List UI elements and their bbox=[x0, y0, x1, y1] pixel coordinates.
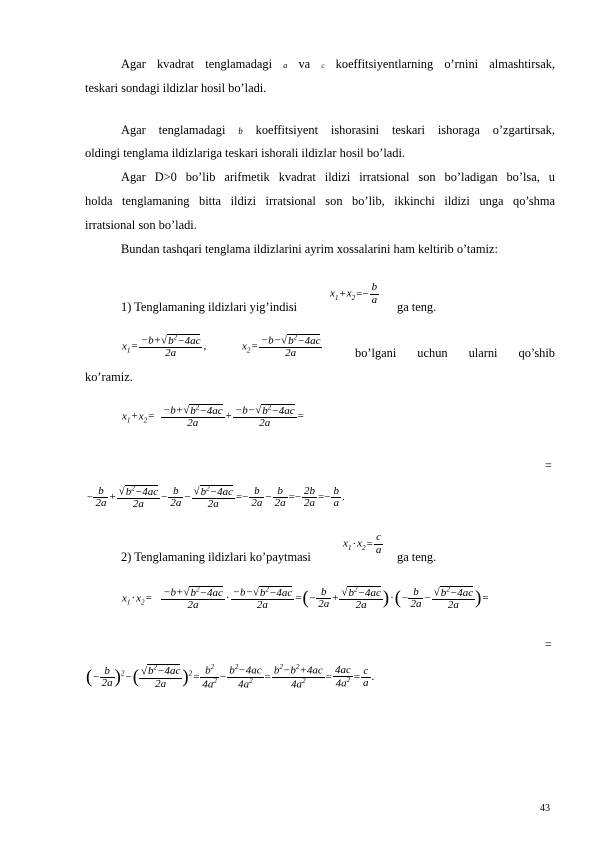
paragraph-3-line-1: Agar D>0 bo’lib arifmetik kvadrat ildizi irratsional son bo’ladigan bo’lsa, u bbox=[121, 170, 555, 184]
sum-of-roots-formula: $x_1+x_2=-$ $\frac{b}{a}$ bbox=[330, 281, 378, 306]
sum-derivation-line-1: $x_1+x_2=$ $\frac{-b+√b^2-4ac}{2a}$ + $\frac{-b-√b^2-4ac}{2a}$ = bbox=[122, 403, 304, 430]
text-span: va bbox=[298, 57, 311, 71]
paragraph-1-line-2: teskari sondagi ildizlar hosil bo’ladi. bbox=[85, 81, 267, 95]
item-1-text: 1) Tenglamaning ildizlari yig’indisi bbox=[121, 300, 298, 314]
text-span: Agar kvadrat tenglamadagi bbox=[121, 57, 273, 71]
text-span: koeffitsiyent ishorasini teskari ishoraga o’zgartirsak, bbox=[255, 123, 555, 137]
item-2-text: 2) Tenglamaning ildizlari ko’paytmasi bbox=[121, 550, 311, 564]
paragraph-2-line-1 bbox=[121, 121, 555, 140]
variable-c: c bbox=[321, 62, 325, 70]
text-span: koeffitsiyentlarning o’rnini almashtirsak, bbox=[335, 57, 555, 71]
roots-suffix: bo’lgani uchun ularni qo’shib bbox=[355, 346, 555, 360]
product-of-roots-formula: $x_1\cdot x_2=$ $\frac{c}{a}$ bbox=[343, 531, 382, 556]
paragraph-4-line-1: Bundan tashqari tenglama ildizlarini ayrim xossalarini ham keltirib o’tamiz: bbox=[121, 242, 498, 256]
paragraph-3-line-3: irratsional son bo’ladi. bbox=[85, 218, 197, 232]
paragraph-1-line-1 bbox=[121, 55, 555, 75]
sum-derivation-line-2: − $\frac{b}{2a}$ + $\frac{√b^2-4ac}{2a}$ − $\frac{b}{2a}$ − $\frac{√b^2-4ac}{2a}$ =− $\frac{b}{2a}$ − $\frac{b}{2a}$ =− $\frac{2b}{2a}$ =− $\frac{b}{a}$ . bbox=[86, 484, 345, 511]
product-derivation-line-2: (− $\frac{b}{2a}$ )$^2$−( $\frac{√b^2-4ac}{2a}$ )$^2$= $\frac{b^2}{4a^2}$ − $\frac{b^2-4ac}{4a^2}$ = $\frac{b^2-b^2+4ac}{4a^2}$ = $\frac{4ac}{4a^2}$ = $\frac{c}{a}$ . bbox=[86, 663, 375, 691]
paragraph-2-line-2: oldingi tenglama ildizlariga teskari ishorali ildizlar hosil bo’ladi. bbox=[85, 146, 406, 160]
item-2-suffix: ga teng. bbox=[397, 550, 437, 564]
root-x1-formula: $x_1=$ $\frac{-b+√b^2-4ac}{2a}$ , bbox=[122, 333, 207, 360]
text-span: Agar tenglamadagi bbox=[121, 123, 226, 137]
equals-sign-1: = bbox=[545, 458, 552, 472]
roots-line-2: ko’ramiz. bbox=[85, 370, 133, 384]
variable-a: a bbox=[283, 61, 288, 70]
equals-sign-2: = bbox=[545, 637, 552, 651]
paragraph-3-line-2: holda tenglamaning bitta ildizi irratsional son bo’lib, ikkinchi ildizi unga qo’shma bbox=[85, 194, 555, 208]
item-1-suffix: ga teng. bbox=[397, 300, 437, 314]
variable-b: b bbox=[238, 126, 243, 136]
page-number: 43 bbox=[540, 803, 550, 814]
product-derivation-line-1: $x_1\cdot x_2=$ $\frac{-b+√b^2-4ac}{2a}$ · $\frac{-b-√b^2-4ac}{2a}$ =(− $\frac{b}{2a}$ + $\frac{√b^2-4ac}{2a}$ )·(− $\frac{b}{2a}$ − $\frac{√b^2-4ac}{2a}$ )= bbox=[122, 585, 489, 612]
root-x2-formula: $x_2=$ $\frac{-b-√b^2-4ac}{2a}$ bbox=[242, 333, 321, 360]
